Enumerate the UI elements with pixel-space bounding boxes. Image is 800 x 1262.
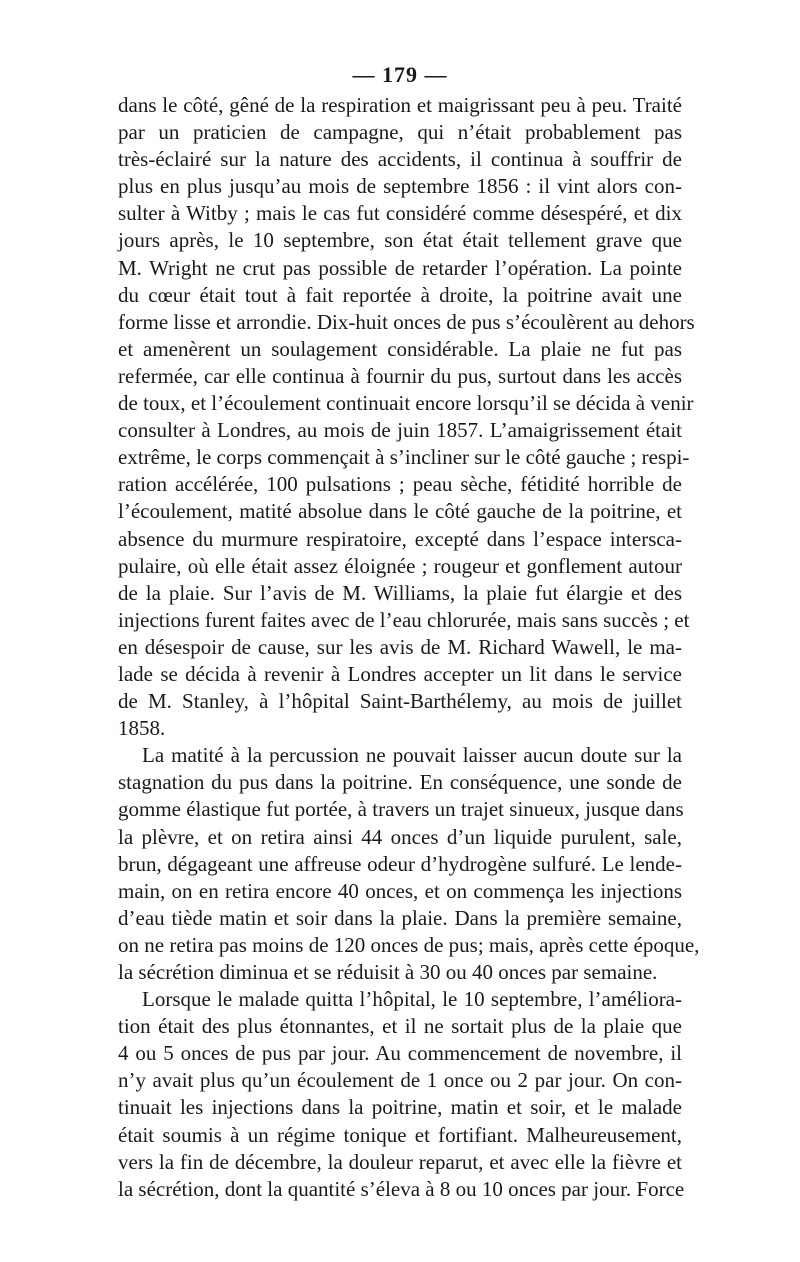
text-line: de la plaie. Sur l’avis de M. Williams, la plaie fut élargie et des: [118, 580, 682, 605]
text-line: ration accélérée, 100 pulsations ; peau sèche, fétidité horrible de: [118, 472, 682, 497]
text-line: sulter à Witby ; mais le cas fut considéré comme désespéré, et dix: [118, 201, 682, 226]
text-line: extrême, le corps commençait à s’incliner sur le côté gauche ; respi-: [118, 445, 690, 470]
text-line: 4 ou 5 onces de pus par jour. Au commencement de novembre, il: [118, 1041, 682, 1066]
text-line: lade se décida à revenir à Londres accepter un lit dans le service: [118, 661, 682, 686]
text-line: La matité à la percussion ne pouvait laisser aucun doute sur la: [142, 743, 682, 768]
text-line: la sécrétion diminua et se réduisit à 30 ou 40 onces par semaine.: [118, 960, 658, 984]
body-text: [118, 92, 700, 1203]
text-line: stagnation du pus dans la poitrine. En conséquence, une sonde de: [118, 770, 682, 795]
text-line: jours après, le 10 septembre, son état était tellement grave que: [118, 228, 682, 253]
document-page: [118, 58, 700, 1203]
text-line: gomme élastique fut portée, à travers un trajet sinueux, jusque dans: [118, 797, 684, 822]
text-line: de toux, et l’écoulement continuait encore lorsqu’il se décida à venir: [118, 391, 694, 416]
text-line: 1858.: [118, 716, 166, 741]
text-line: injections furent faites avec de l’eau chlorurée, mais sans succès ; et: [118, 607, 690, 632]
text-line: n’y avait plus qu’un écoulement de 1 once ou 2 par jour. On con-: [118, 1068, 682, 1093]
text-line: Lorsque le malade quitta l’hôpital, le 10 septembre, l’améliora-: [142, 987, 682, 1012]
text-line: la plèvre, et on retira ainsi 44 onces d’un liquide purulent, sale,: [118, 824, 682, 849]
text-line: du cœur était tout à fait reportée à droite, la poitrine avait une: [118, 282, 682, 307]
text-line: était soumis à un régime tonique et fortifiant. Malheureusement,: [118, 1122, 682, 1147]
page-number: — 179 —: [352, 62, 448, 87]
text-line: d’eau tiède matin et soir dans la plaie. Dans la première semaine,: [118, 905, 682, 930]
text-line: brun, dégageant une affreuse odeur d’hydrogène sulfuré. Le lende-: [118, 851, 682, 876]
text-line: pulaire, où elle était assez éloignée ; rougeur et gonflement autour: [118, 553, 682, 578]
paragraph: [118, 986, 685, 1203]
text-line: main, on en retira encore 40 onces, et on commença les injections: [118, 878, 682, 903]
paragraph: [118, 742, 700, 986]
text-line: en désespoir de cause, sur les avis de M. Richard Wawell, le ma-: [118, 634, 682, 659]
text-line: consulter à Londres, au mois de juin 1857. L’amaigrissement était: [118, 418, 682, 443]
text-line: on ne retira pas moins de 120 onces de pus; mais, après cette époque,: [118, 932, 700, 957]
text-line: absence du murmure respiratoire, excepté dans l’espace intersca-: [118, 526, 682, 551]
text-line: vers la fin de décembre, la douleur reparut, et avec elle la fièvre et: [118, 1149, 682, 1174]
text-line: l’écoulement, matité absolue dans le côté gauche de la poitrine, et: [118, 499, 682, 524]
text-line: de M. Stanley, à l’hôpital Saint-Barthélemy, au mois de juillet: [118, 689, 682, 714]
text-line: plus en plus jusqu’au mois de septembre 1856 : il vint alors con-: [118, 174, 682, 199]
text-line: très-éclairé sur la nature des accidents, il continua à souffrir de: [118, 147, 682, 172]
text-line: refermée, car elle continua à fournir du pus, surtout dans les accès: [118, 363, 682, 388]
text-line: forme lisse et arrondie. Dix-huit onces de pus s’écoulèrent au dehors: [118, 309, 695, 334]
text-line: tinuait les injections dans la poitrine, matin et soir, et le malade: [118, 1095, 682, 1120]
text-line: dans le côté, gêné de la respiration et maigrissant peu à peu. Traité: [118, 93, 682, 117]
text-line: et amenèrent un soulagement considérable. La plaie ne fut pas: [118, 336, 682, 361]
text-line: la sécrétion, dont la quantité s’éleva à 8 ou 10 onces par jour. Force: [118, 1176, 685, 1201]
text-line: tion était des plus étonnantes, et il ne sortait plus de la plaie que: [118, 1014, 682, 1039]
text-line: M. Wright ne crut pas possible de retarder l’opération. La pointe: [118, 255, 682, 280]
text-line: par un praticien de campagne, qui n’était probablement pas: [118, 120, 682, 145]
paragraph: [118, 92, 695, 742]
